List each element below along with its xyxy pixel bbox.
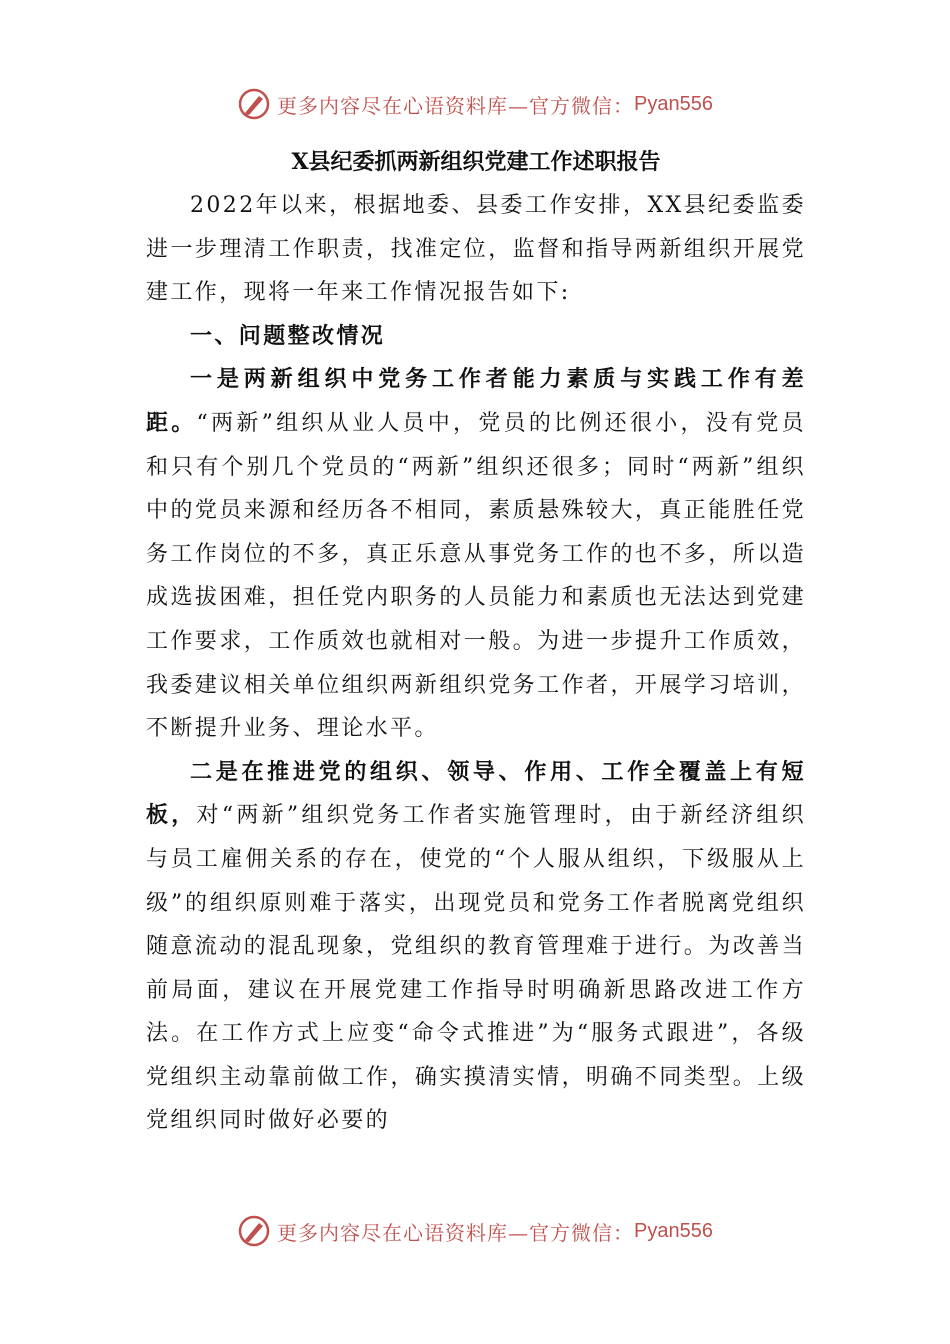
paragraph-1-lead: 一是两新组织中党务工作者能力素质与实践工作有差距。 xyxy=(146,366,806,436)
paragraph-2-text: 对“两新”组织党务工作者实施管理时，由于新经济组织与员工雇佣关系的存在，使党的“个人服从组织，下级服从上级”的组织原则难于落实，出现党员和党务工作者脱离党组织随意流动的混乱现象，党组织的教育管理难于进行。为改善当前局面，建议在开展党建工作指导时明确新思路改进工作方法。在工作方式上应变“命令式推进”为“服务式跟进”，各级党组织主动靠前做工作，确实摸清实情，明确不同类型。上级党组织同时做好必要的 xyxy=(146,803,806,1134)
watermark-text: 更多内容尽在心语资料库—官方微信： xyxy=(277,1220,635,1245)
paragraph-2 xyxy=(146,751,806,1143)
watermark-footer xyxy=(0,1211,950,1251)
watermark-header xyxy=(0,84,950,124)
intro-paragraph: 2022年以来，根据地委、县委工作安排，XX县纪委监委进一步理清工作职责，找准定位，监督和指导两新组织开展党建工作，现将一年来工作情况报告如下: xyxy=(146,193,806,306)
document-title: X县纪委抓两新组织党建工作述职报告 xyxy=(291,149,661,175)
paragraph-1 xyxy=(146,358,806,750)
document-body xyxy=(146,140,806,1143)
watermark-text: 更多内容尽在心语资料库—官方微信： xyxy=(277,93,635,118)
watermark-wechat-id: Pyan556 xyxy=(634,92,713,115)
pen-logo-icon xyxy=(237,87,271,121)
paragraph-1-text: “两新”组织从业人员中，党员的比例还很小，没有党员和只有个别几个党员的“两新”组织还很多；同时“两新”组织中的党员来源和经历各不相同，素质悬殊较大，真正能胜任党务工作岗位的不多，真正乐意从事党务工作的也不多，所以造成选拔困难，担任党内职务的人员能力和素质也无法达到党建工作要求，工作质效也就相对一般。为进一步提升工作质效，我委建议相关单位组织两新组织党务工作者，开展学习培训，不断提升业务、理论水平。 xyxy=(146,410,806,742)
section-heading: 一、问题整改情况 xyxy=(190,322,386,349)
pen-logo-icon xyxy=(237,1214,271,1248)
paragraph-2-lead: 二是在推进党的组织、领导、作用、工作全覆盖上有短板， xyxy=(146,758,806,829)
watermark-wechat-id: Pyan556 xyxy=(634,1219,713,1242)
